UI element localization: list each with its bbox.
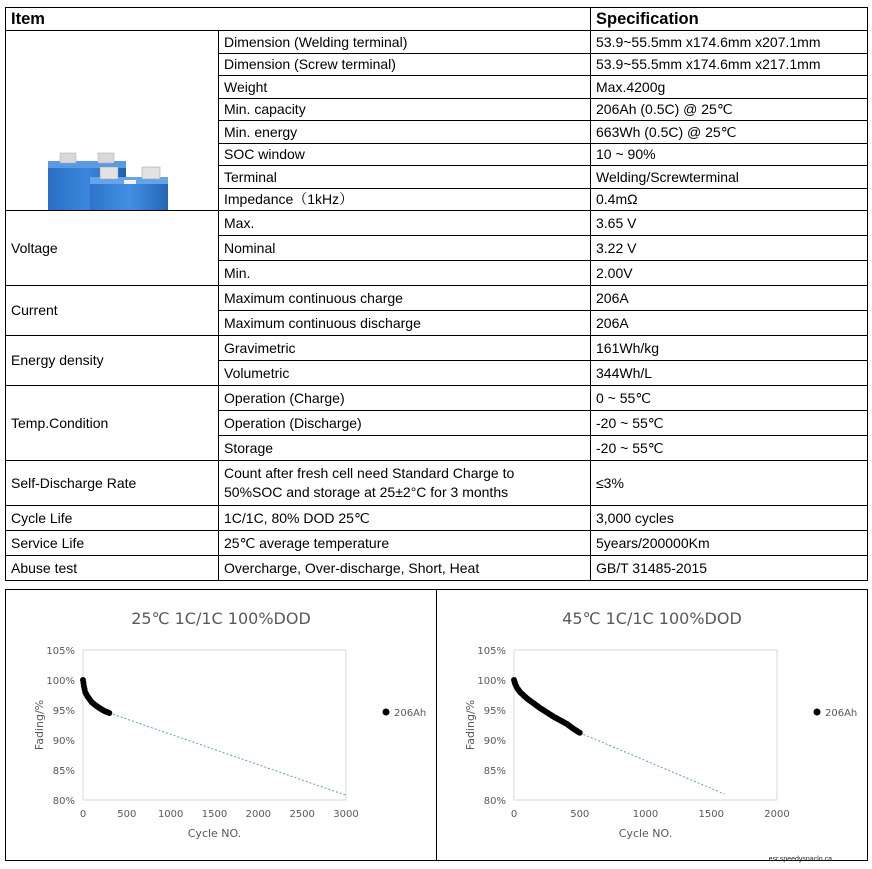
x-tick-label: 1500 <box>201 809 228 820</box>
param-cell: Maximum continuous charge <box>219 286 591 311</box>
value-cell: 0.4mΩ <box>591 189 868 211</box>
x-tick-label: 500 <box>117 809 137 820</box>
x-tick-label: 2000 <box>245 809 272 820</box>
chart-panel-25c <box>5 589 437 861</box>
x-tick-label: 0 <box>510 809 518 820</box>
y-axis-label: Fading/% <box>33 699 46 751</box>
param-cell: Overcharge, Over-discharge, Short, Heat <box>219 556 591 581</box>
y-tick-label: 105% <box>46 646 75 657</box>
param-cell: Impedance（1kHz） <box>219 189 591 211</box>
header-item: Item <box>6 8 591 31</box>
x-axis-label: Cycle NO. <box>618 827 673 840</box>
value-cell: 344Wh/L <box>591 361 868 386</box>
category-current: Current <box>6 286 219 336</box>
value-cell: 206Ah (0.5C) @ 25℃ <box>591 99 868 121</box>
x-tick-label: 2500 <box>289 809 315 820</box>
trendline <box>109 713 346 795</box>
category-energy-density: Energy density <box>6 336 219 386</box>
param-cell: Terminal <box>219 166 591 189</box>
x-axis-label: Cycle NO. <box>187 827 242 840</box>
y-tick-label: 85% <box>483 766 506 777</box>
legend-marker <box>383 709 390 716</box>
y-tick-label: 95% <box>52 706 75 717</box>
param-cell: Operation (Charge) <box>219 386 591 411</box>
value-cell: Max.4200g <box>591 76 868 99</box>
category-abuse-test: Abuse test <box>6 556 219 581</box>
watermark: esr.speedysnaclo.ca <box>768 856 832 863</box>
x-tick-label: 500 <box>570 809 590 820</box>
data-point <box>106 710 112 716</box>
value-cell: 0 ~ 55℃ <box>591 386 868 411</box>
param-cell: Min. energy <box>219 121 591 144</box>
category-voltage: Voltage <box>6 211 219 286</box>
x-tick-label: 2000 <box>764 809 790 820</box>
specification-table <box>5 7 868 581</box>
chart-45c <box>437 590 867 860</box>
x-tick-label: 1500 <box>698 809 724 820</box>
x-tick-label: 1000 <box>632 809 659 820</box>
value-cell: 10 ~ 90% <box>591 144 868 166</box>
param-cell: Dimension (Welding terminal) <box>219 31 591 54</box>
category-temp-condition: Temp.Condition <box>6 386 219 461</box>
param-cell: 25℃ average temperature <box>219 531 591 556</box>
chart-25c <box>6 590 436 860</box>
value-cell: 3.65 V <box>591 211 868 236</box>
value-cell: 5years/200000Km <box>591 531 868 556</box>
param-cell: Storage <box>219 436 591 461</box>
value-cell: 161Wh/kg <box>591 336 868 361</box>
value-cell: 206A <box>591 286 868 311</box>
chart-title: 25℃ 1C/1C 100%DOD <box>131 609 311 628</box>
param-cell: Max. <box>219 211 591 236</box>
y-axis-label: Fading/% <box>464 699 477 751</box>
value-cell: ≤3% <box>591 461 868 506</box>
param-cell: Volumetric <box>219 361 591 386</box>
param-cell: Nominal <box>219 236 591 261</box>
y-tick-label: 85% <box>52 766 75 777</box>
value-cell: 2.00V <box>591 261 868 286</box>
category-self-discharge: Self-Discharge Rate <box>6 461 219 506</box>
battery-cells-image <box>46 145 176 211</box>
value-cell: 663Wh (0.5C) @ 25℃ <box>591 121 868 144</box>
y-tick-label: 90% <box>483 736 506 747</box>
param-cell: Maximum continuous discharge <box>219 311 591 336</box>
data-point <box>577 730 583 736</box>
self-discharge-param: Count after fresh cell need Standard Charge to 50%SOC and storage at 25±2°C for 3 months <box>219 461 591 506</box>
y-tick-label: 90% <box>52 736 75 747</box>
y-tick-label: 80% <box>483 796 506 807</box>
y-tick-label: 95% <box>483 706 506 717</box>
value-cell: 3.22 V <box>591 236 868 261</box>
value-cell: -20 ~ 55℃ <box>591 436 868 461</box>
x-tick-label: 0 <box>79 809 87 820</box>
legend-marker <box>814 709 821 716</box>
param-cell: Min. <box>219 261 591 286</box>
plot-area <box>514 650 777 800</box>
param-cell: Min. capacity <box>219 99 591 121</box>
plot-area <box>83 650 346 800</box>
x-tick-label: 1000 <box>157 809 184 820</box>
y-tick-label: 100% <box>46 676 75 687</box>
category-cycle-life: Cycle Life <box>6 506 219 531</box>
battery-image-cell <box>6 31 219 211</box>
value-cell: 3,000 cycles <box>591 506 868 531</box>
category-service-life: Service Life <box>6 531 219 556</box>
chart-title: 45℃ 1C/1C 100%DOD <box>562 609 742 628</box>
y-tick-label: 105% <box>477 646 506 657</box>
param-cell: Weight <box>219 76 591 99</box>
value-cell: 53.9~55.5mm x174.6mm x207.1mm <box>591 31 868 54</box>
trendline <box>580 733 725 794</box>
value-cell: Welding/Screwterminal <box>591 166 868 189</box>
y-tick-label: 100% <box>477 676 506 687</box>
param-cell: Dimension (Screw terminal) <box>219 54 591 76</box>
header-specification: Specification <box>591 8 868 31</box>
value-cell: 53.9~55.5mm x174.6mm x217.1mm <box>591 54 868 76</box>
param-cell: Operation (Discharge) <box>219 411 591 436</box>
y-tick-label: 80% <box>52 796 75 807</box>
legend-label: 206Ah <box>825 708 858 719</box>
param-cell: 1C/1C, 80% DOD 25℃ <box>219 506 591 531</box>
value-cell: 206A <box>591 311 868 336</box>
value-cell: GB/T 31485-2015 <box>591 556 868 581</box>
param-cell: Gravimetric <box>219 336 591 361</box>
x-tick-label: 3000 <box>333 809 359 820</box>
value-cell: -20 ~ 55℃ <box>591 411 868 436</box>
param-cell: SOC window <box>219 144 591 166</box>
legend-label: 206Ah <box>394 708 427 719</box>
chart-panel-45c <box>436 589 868 861</box>
